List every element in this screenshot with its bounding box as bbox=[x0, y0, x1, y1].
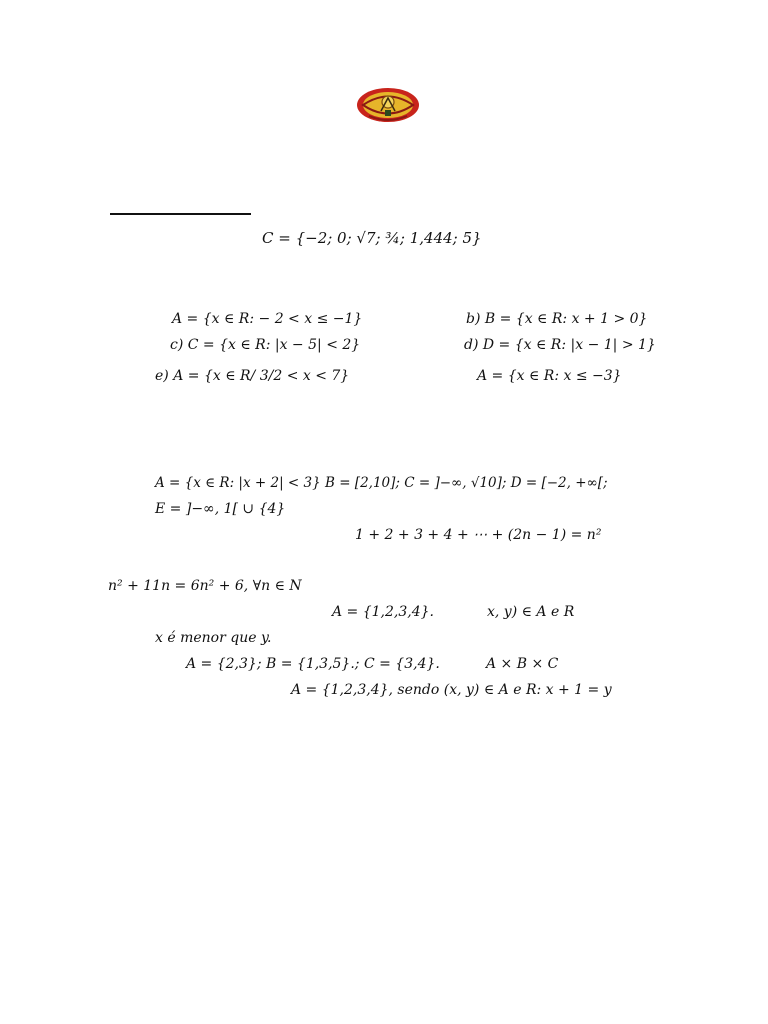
relation-pair: x, y) ∈ A e R bbox=[487, 604, 575, 620]
exercise-f: A = {x ∈ R: x ≤ −3} bbox=[477, 368, 622, 384]
section-rule bbox=[110, 213, 251, 215]
exercise-c: c) C = {x ∈ R: |x − 5| < 2} bbox=[170, 337, 361, 353]
exercise-d: d) D = {x ∈ R: |x − 1| > 1} bbox=[464, 337, 656, 353]
sum-formula: 1 + 2 + 3 + 4 + ⋯ + (2n − 1) = n² bbox=[355, 527, 602, 543]
intervals-line-1: A = {x ∈ R: |x + 2| < 3} B = [2,10]; C = ]−∞, √10]; D = [−2, +∞[; bbox=[155, 475, 608, 491]
product-sets: A = {2,3}; B = {1,3,5}.; C = {3,4}. bbox=[186, 656, 440, 672]
university-crest-icon bbox=[355, 84, 421, 126]
relation-set: A = {1,2,3,4}. bbox=[332, 604, 434, 620]
relation-condition: x é menor que y. bbox=[155, 630, 272, 646]
relation-successor: A = {1,2,3,4}, sendo (x, y) ∈ A e R: x + 1 = y bbox=[291, 682, 612, 698]
induction-equation: n² + 11n = 6n² + 6, ∀n ∈ N bbox=[108, 578, 302, 594]
set-c-definition: C = {−2; 0; √7; ¾; 1,444; 5} bbox=[262, 229, 482, 247]
intervals-line-2: E = ]−∞, 1[ ∪ {4} bbox=[155, 501, 286, 517]
exercise-a: A = {x ∈ R: − 2 < x ≤ −1} bbox=[172, 311, 363, 327]
cartesian-product: A × B × C bbox=[486, 656, 559, 672]
exercise-e: e) A = {x ∈ R/ 3/2 < x < 7} bbox=[155, 368, 350, 384]
exercise-b: b) B = {x ∈ R: x + 1 > 0} bbox=[466, 311, 648, 327]
